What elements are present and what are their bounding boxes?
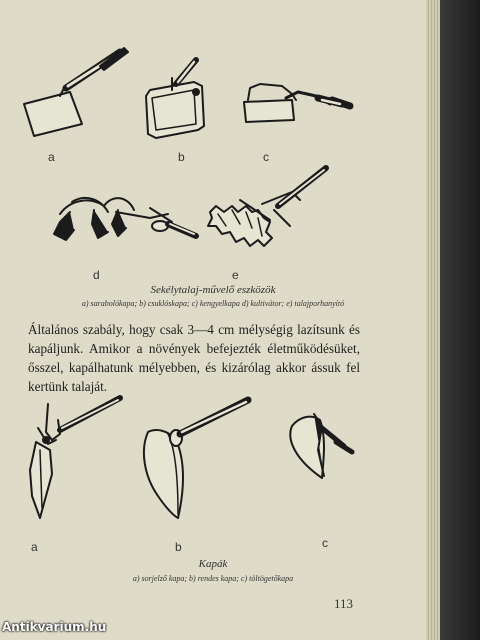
drawing-b-bottom: [144, 400, 248, 518]
page-number: 113: [334, 596, 354, 611]
figure-bottom-legend: a) sorjelző kapa; b) rendes kapa; c) töltögetőkapa: [132, 574, 294, 583]
label-b-bottom: b: [175, 540, 182, 554]
drawing-c-top: [244, 84, 350, 122]
page-edge: [426, 0, 440, 640]
drawing-b-top: [146, 60, 204, 138]
label-c-top: c: [263, 150, 269, 164]
drawing-d-top: [54, 198, 196, 240]
label-d-top: d: [93, 268, 100, 282]
book-background: [440, 0, 480, 640]
drawing-a-bottom: [30, 398, 120, 518]
label-b-top: b: [178, 150, 185, 164]
label-c-bottom: c: [322, 536, 328, 550]
drawing-e-top: [208, 168, 326, 246]
figure-top-title: Sekélytalaj-művelő eszközök: [150, 284, 276, 296]
drawing-c-bottom: [290, 414, 352, 478]
label-a-bottom: a: [31, 540, 38, 554]
watermark: Antikvarium.hu: [2, 620, 107, 634]
figure-top-legend: a) sarabolókapa; b) csuklóskapa; c) kengyelkapa d) kultivátor; e) talajporhanyító: [81, 299, 345, 308]
figure-bottom-title: Kapák: [198, 558, 228, 570]
label-e-top: e: [232, 268, 239, 282]
label-a-top: a: [48, 150, 55, 164]
body-paragraph: Általános szabály, hogy csak 3—4 cm mélységig lazítsunk és kapáljunk. Amikor a növények befejezték életműködésüket, ősszel, kapálhatunk mélyebben, és kizárólag akkor ássuk fel kertünk talaját.: [28, 322, 360, 394]
drawing-a-top: [24, 48, 128, 136]
